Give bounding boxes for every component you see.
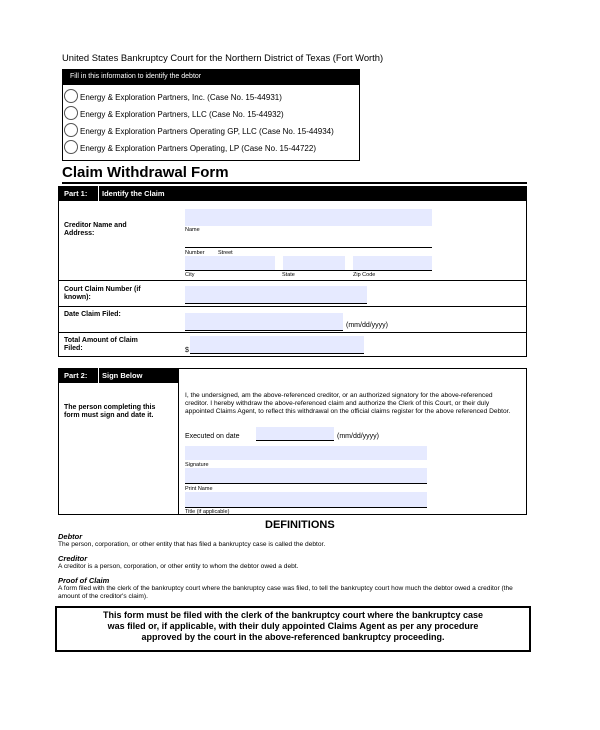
part2-title: Sign Below (102, 371, 143, 380)
creditor-name-field[interactable] (185, 209, 432, 226)
street-label: Street (218, 250, 233, 256)
total-amount-field[interactable] (190, 336, 364, 353)
definition-text-creditor: A creditor is a person, corporation, or other entity to whom the debtor owed a debt. (58, 563, 299, 570)
debtor-option-4: Energy & Exploration Partners Operating, LP (Case No. 15-44722) (80, 144, 316, 153)
currency-symbol: $ (185, 347, 189, 354)
court-claim-underline (185, 303, 367, 304)
part2-left-label: The person completing this form must sign and date it. (64, 404, 156, 419)
executed-format: (mm/dd/yyyy) (337, 433, 379, 440)
title-field[interactable] (185, 492, 427, 507)
signature-field[interactable] (185, 446, 427, 460)
definition-text-debtor: The person, corporation, or other entity that has filed a bankruptcy case is called the debtor. (58, 541, 326, 548)
date-filed-label: Date Claim Filed: (64, 311, 121, 318)
part2-divider (98, 368, 99, 383)
debtor-option-1: Energy & Exploration Partners, Inc. (Case No. 15-44931) (80, 93, 282, 102)
signature-label: Signature (185, 462, 209, 468)
definition-term-proof-of-claim: Proof of Claim (58, 576, 110, 585)
executed-date-field[interactable] (256, 427, 334, 440)
total-amount-label: Total Amount of Claim Filed: (64, 337, 138, 352)
debtor-option-2: Energy & Exploration Partners, LLC (Case No. 15-44932) (80, 110, 284, 119)
date-filed-field[interactable] (185, 313, 343, 330)
withdrawal-statement: I, the undersigned, am the above-referenced creditor, or an authorized signatory for the above-referenced creditor. I hereby withdraw the above-referenced claim and authorize the Clerk of this Court, or their duly appointed Claims Agent, to reflect this withdrawal on the official claims register for the above referenced Debtor. (185, 392, 511, 415)
part1-divider (98, 186, 99, 201)
notice-line-2: was filed or, if applicable, with their duly appointed Claims Agent as per any procedure (107, 621, 479, 631)
state-label: State (282, 272, 295, 278)
definitions-heading: DEFINITIONS (265, 519, 335, 531)
debtor-box-title: Fill in this information to identify the debtor (62, 69, 360, 85)
print-name-underline (185, 507, 427, 508)
city-field[interactable] (185, 256, 275, 270)
creditor-label: Creditor Name and Address: (64, 222, 127, 237)
executed-label: Executed on date (185, 433, 240, 440)
title-rule (62, 182, 527, 184)
city-label: City (185, 272, 195, 278)
signature-underline (185, 483, 427, 484)
debtor-radio-2[interactable] (64, 106, 78, 120)
part1-number: Part 1: (64, 189, 88, 198)
court-claim-label: Court Claim Number (if known): (64, 286, 141, 301)
zip-field[interactable] (353, 256, 432, 270)
name-label: Name (185, 227, 200, 233)
notice-line-3: approved by the court in the above-referenced bankruptcy proceeding. (141, 632, 445, 642)
date-filed-underline (185, 330, 343, 331)
part1-separator-1 (58, 280, 527, 281)
number-label: Number (185, 250, 205, 256)
part2-column-divider (178, 368, 179, 515)
part1-separator-3 (58, 332, 527, 333)
debtor-radio-3[interactable] (64, 123, 78, 137)
part1-header (58, 186, 527, 201)
definition-text-proof-of-claim: A form filed with the clerk of the bankruptcy court where the bankruptcy case was filed, to tell the bankruptcy court how much the debtor owed a creditor (the amount of the creditor's claim). (58, 585, 513, 600)
part2-header (58, 368, 178, 383)
definition-term-creditor: Creditor (58, 554, 88, 563)
definition-term-debtor: Debtor (58, 532, 83, 541)
debtor-option-3: Energy & Exploration Partners Operating GP, LLC (Case No. 15-44934) (80, 127, 334, 136)
total-amount-underline (190, 353, 364, 354)
filing-notice-box (55, 606, 531, 652)
date-filed-format: (mm/dd/yyyy) (346, 322, 388, 329)
court-claim-field[interactable] (185, 286, 367, 303)
print-name-label: Print Name (185, 486, 213, 492)
part1-title: Identify the Claim (102, 189, 165, 198)
print-name-field-top[interactable] (185, 468, 427, 483)
part2-number: Part 2: (64, 371, 88, 380)
notice-line-1: This form must be filed with the clerk of the bankruptcy court where the bankruptcy case (102, 610, 484, 620)
title-label: Title (if applicable) (185, 509, 230, 515)
address-underline (185, 270, 432, 271)
name-underline (185, 247, 432, 248)
state-field[interactable] (283, 256, 345, 270)
executed-underline (256, 440, 334, 441)
court-line: United States Bankruptcy Court for the Northern District of Texas (Fort Worth) (62, 52, 384, 63)
form-title: Claim Withdrawal Form (62, 164, 229, 181)
zip-label: Zip Code (353, 272, 376, 278)
debtor-radio-4[interactable] (64, 140, 78, 154)
debtor-radio-1[interactable] (64, 89, 78, 103)
part1-separator-2 (58, 306, 527, 307)
